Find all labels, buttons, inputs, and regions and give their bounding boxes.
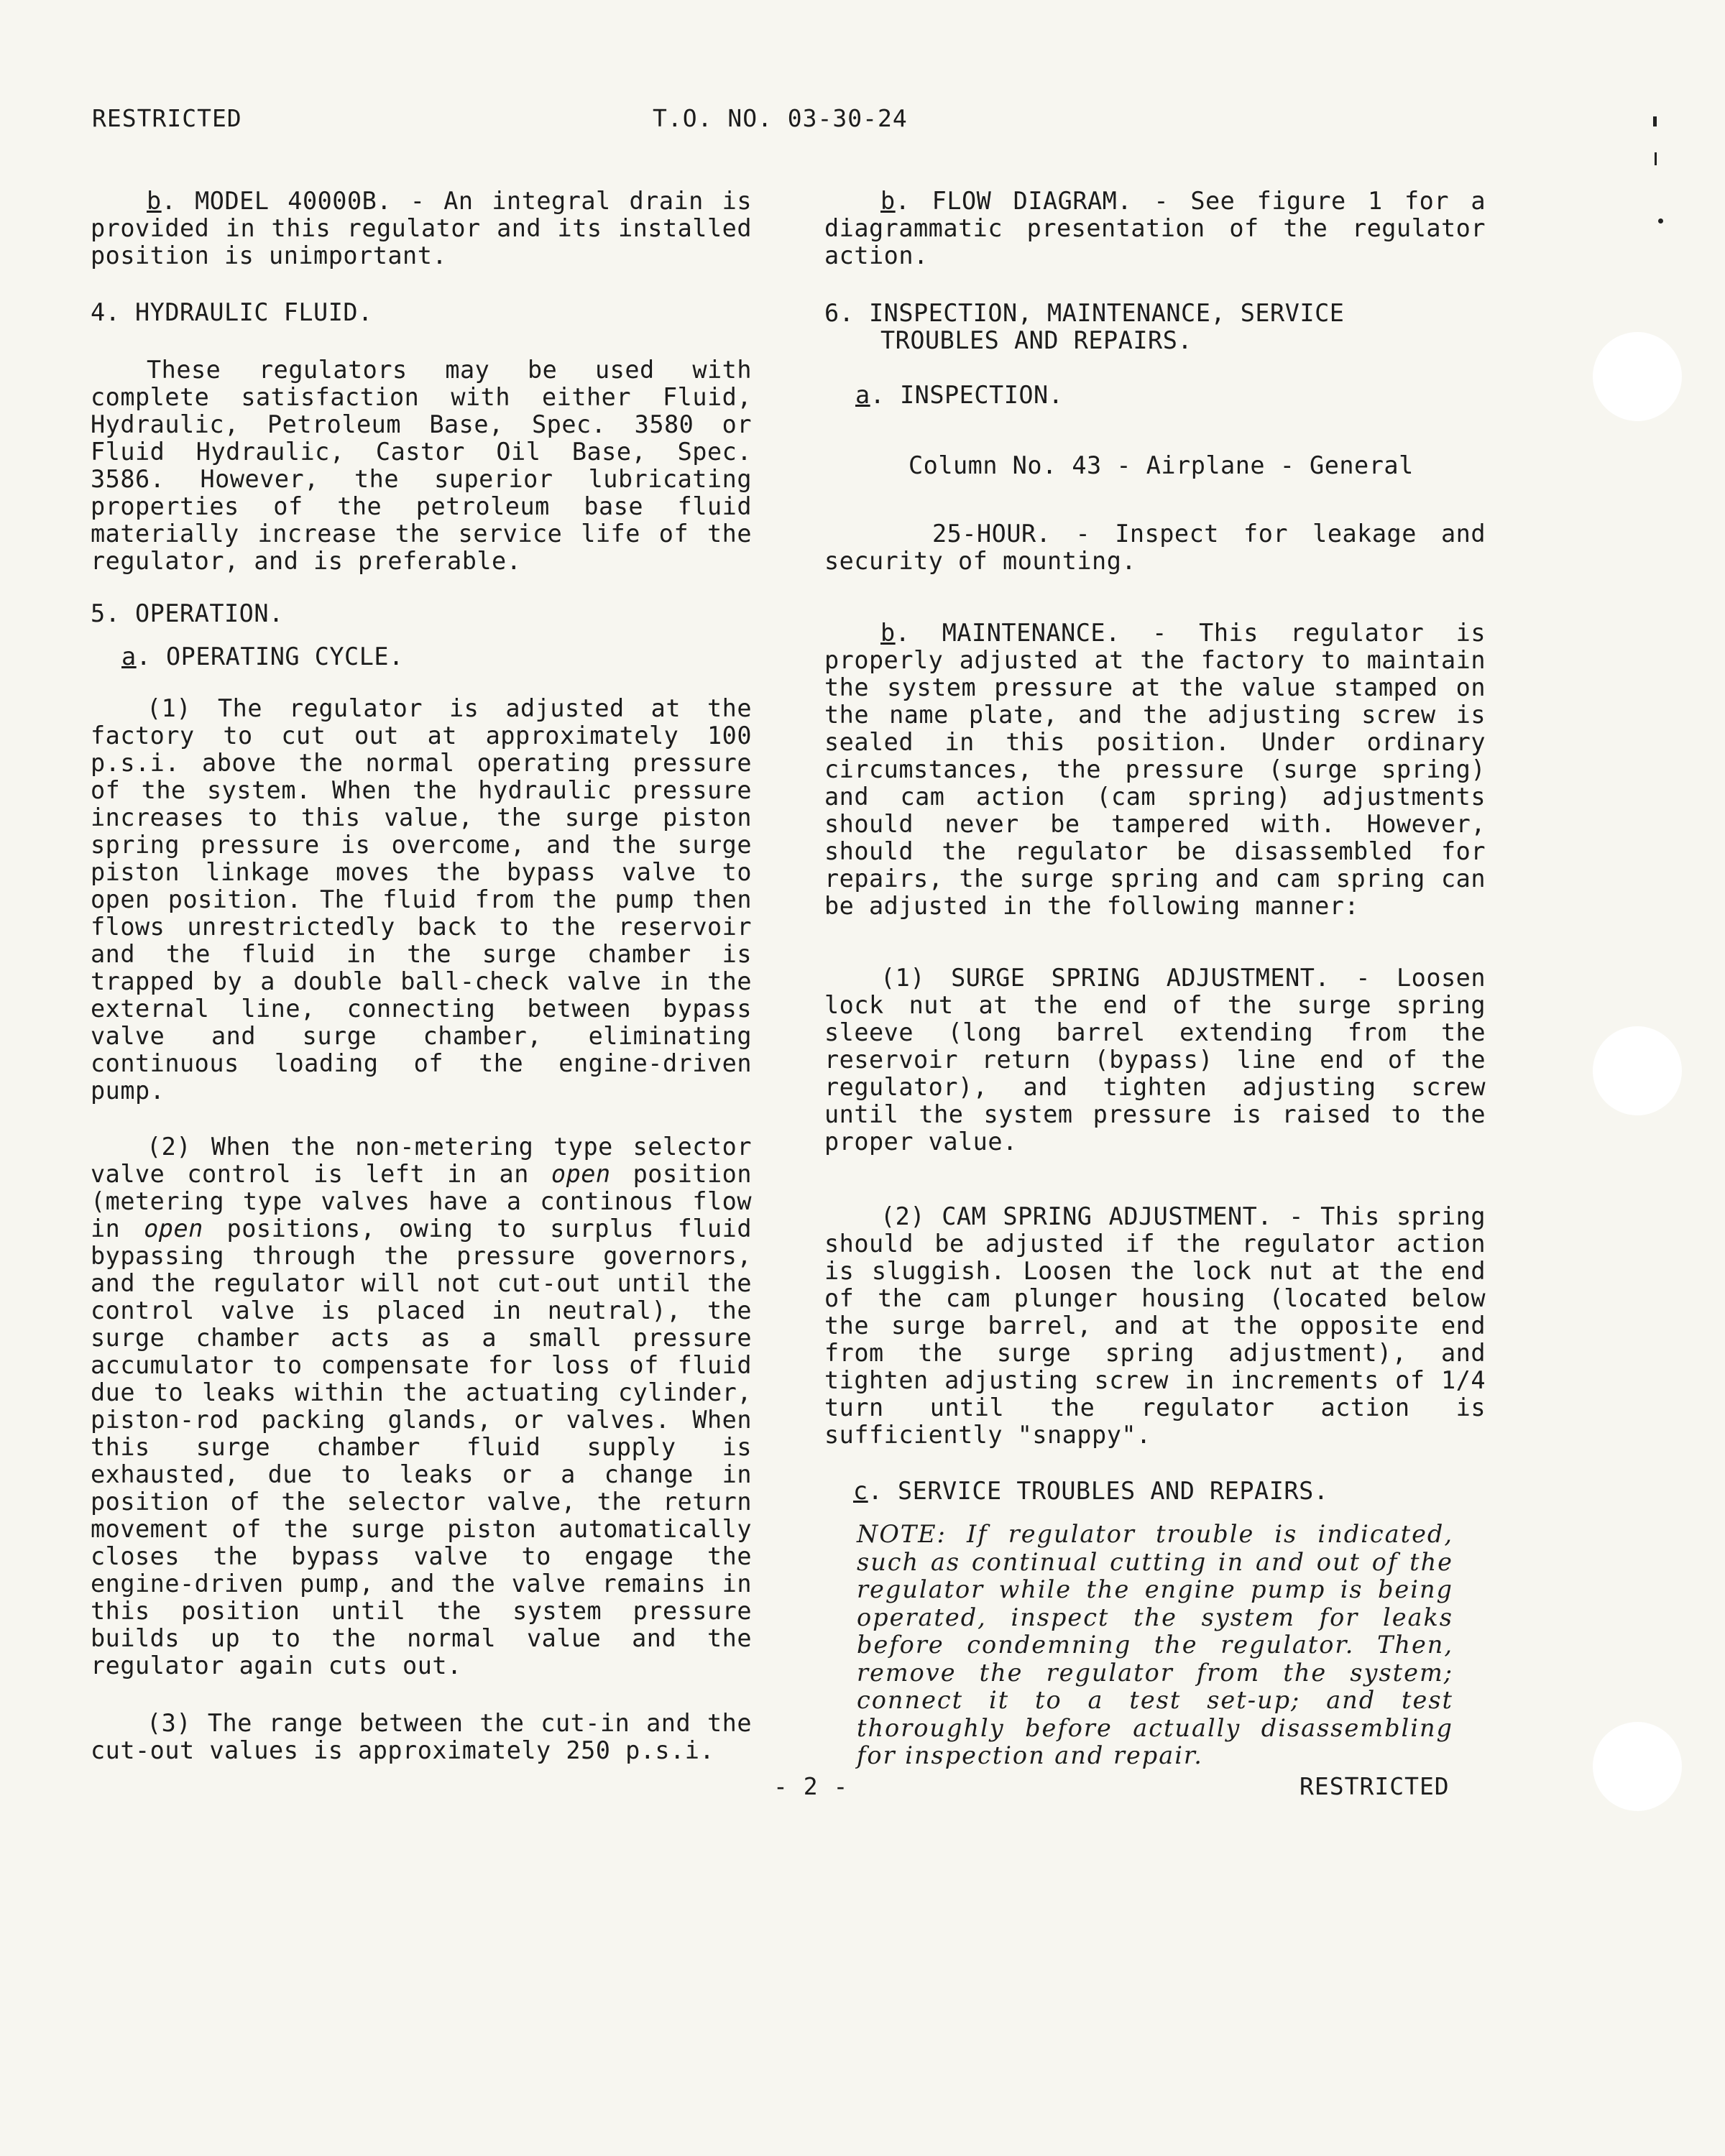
subsection-operating-cycle: a. OPERATING CYCLE. bbox=[121, 642, 404, 671]
edge-mark bbox=[1655, 152, 1657, 165]
para-model-40000b: b. MODEL 40000B. - An integral drain is provided in this regulator and its installed position is unimportant. bbox=[91, 187, 752, 270]
para-cam-spring-adjustment: (2) CAM SPRING ADJUSTMENT. - This spring should be adjusted if the regulator action is sluggish. Loosen the lock nut at the end of the cam plunger housing (located below the surge barrel, and at the opposite end from the surge spring adjustment), and tighten adjusting screw in increments of 1/4 turn until the regulator action is sufficiently "snappy". bbox=[824, 1202, 1486, 1449]
para-operating-2: (2) When the non-metering type selector valve control is left in an open position (metering type valves have a continous flow in open positions, owing to surplus fluid bypassing through the pressure governors, and the regulator will not cut-out until the control valve is placed in neutral), the surge chamber acts as a small pressure accumulator to compensate for loss of fluid due to leaks within the actuating cylinder, piston-rod packing glands, or valves. When this surge chamber fluid supply is exhausted, due to leaks or a change in position of the selector valve, the return movement of the surge piston automatically closes the bypass valve to engage the engine-driven pump, and the valve remains in this position until the system pressure builds up to the normal value and the regulator again cuts out. bbox=[91, 1133, 752, 1680]
para-surge-spring-adjustment: (1) SURGE SPRING ADJUSTMENT. - Loosen lock nut at the end of the surge spring sleeve (long barrel extending from the reservoir return (bypass) line end of the regulator), and tighten adjusting screw until the system pressure is raised to the proper value. bbox=[824, 964, 1486, 1156]
para-maintenance: b. MAINTENANCE. - This regulator is properly adjusted at the factory to maintain the system pressure at the value stamped on the name plate, and the adjusting screw is sealed in this position. Under ordinary circumstances, the pressure (surge spring) and cam action (cam spring) adjustments should never be tampered with. However, should the regulator be disassembled for repairs, the surge spring and cam spring can be adjusted in the following manner: bbox=[824, 619, 1486, 920]
subsection-service-troubles: c. SERVICE TROUBLES AND REPAIRS. bbox=[853, 1477, 1329, 1505]
punch-hole-middle bbox=[1593, 1026, 1682, 1115]
edge-mark bbox=[1658, 218, 1663, 224]
page-number: - 2 - bbox=[773, 1772, 849, 1800]
para-operating-3: (3) The range between the cut-in and the cut-out values is approximately 250 p.s.i. bbox=[91, 1709, 752, 1764]
subsection-inspection: a. INSPECTION. bbox=[855, 381, 1064, 409]
section-4-title: 4. HYDRAULIC FLUID. bbox=[91, 298, 373, 326]
para-flow-diagram: b. FLOW DIAGRAM. - See figure 1 for a diagrammatic presentation of the regulator action. bbox=[824, 187, 1486, 270]
footer-restricted: RESTRICTED bbox=[1300, 1772, 1450, 1800]
section-6-title: 6. INSPECTION, MAINTENANCE, SERVICE TROUBLES AND REPAIRS. bbox=[824, 299, 1345, 354]
header-to-number: T.O. NO. 03-30-24 bbox=[653, 104, 908, 132]
punch-hole-bottom bbox=[1593, 1722, 1682, 1811]
header-restricted: RESTRICTED bbox=[92, 104, 242, 132]
punch-hole-top bbox=[1593, 332, 1682, 421]
subsection-letter-b: b bbox=[147, 187, 162, 215]
inspection-column-ref: Column No. 43 - Airplane - General bbox=[908, 451, 1414, 479]
right-column bbox=[824, 188, 1486, 1770]
edge-mark bbox=[1653, 116, 1657, 126]
section-5-title: 5. OPERATION. bbox=[91, 599, 284, 627]
para-25-hour: 25-HOUR. - Inspect for leakage and security of mounting. bbox=[824, 520, 1486, 575]
service-note: NOTE: If regulator trouble is indicated, such as continual cutting in and out of the regulator while the engine pump is being operated, inspect the system for leaks before condemning the regulator. Then, remove the regulator from the system; connect it to a test set-up; and test thoroughly before actually disassembling for inspection and repair. bbox=[857, 1520, 1453, 1769]
para-operating-1: (1) The regulator is adjusted at the factory to cut out at approximately 100 p.s.i. above the normal operating pressure of the system. When the hydraulic pressure increases to this value, the surge piston spring pressure is overcome, and the surge piston linkage moves the bypass valve to open position. The fluid from the pump then flows unrestrictedly back to the reservoir and the fluid in the surge chamber is trapped by a double ball-check valve in the external line, connecting between bypass valve and surge chamber, eliminating continuous loading of the engine-driven pump. bbox=[91, 694, 752, 1105]
para-hydraulic-fluid: These regulators may be used with complete satisfaction with either Fluid, Hydraulic, Petroleum Base, Spec. 3580 or Fluid Hydraulic, Castor Oil Base, Spec. 3586. However, the superior lubricating properties of the petroleum base fluid materially increase the service life of the regulator, and is preferable. bbox=[91, 356, 752, 575]
left-column bbox=[91, 188, 752, 1764]
